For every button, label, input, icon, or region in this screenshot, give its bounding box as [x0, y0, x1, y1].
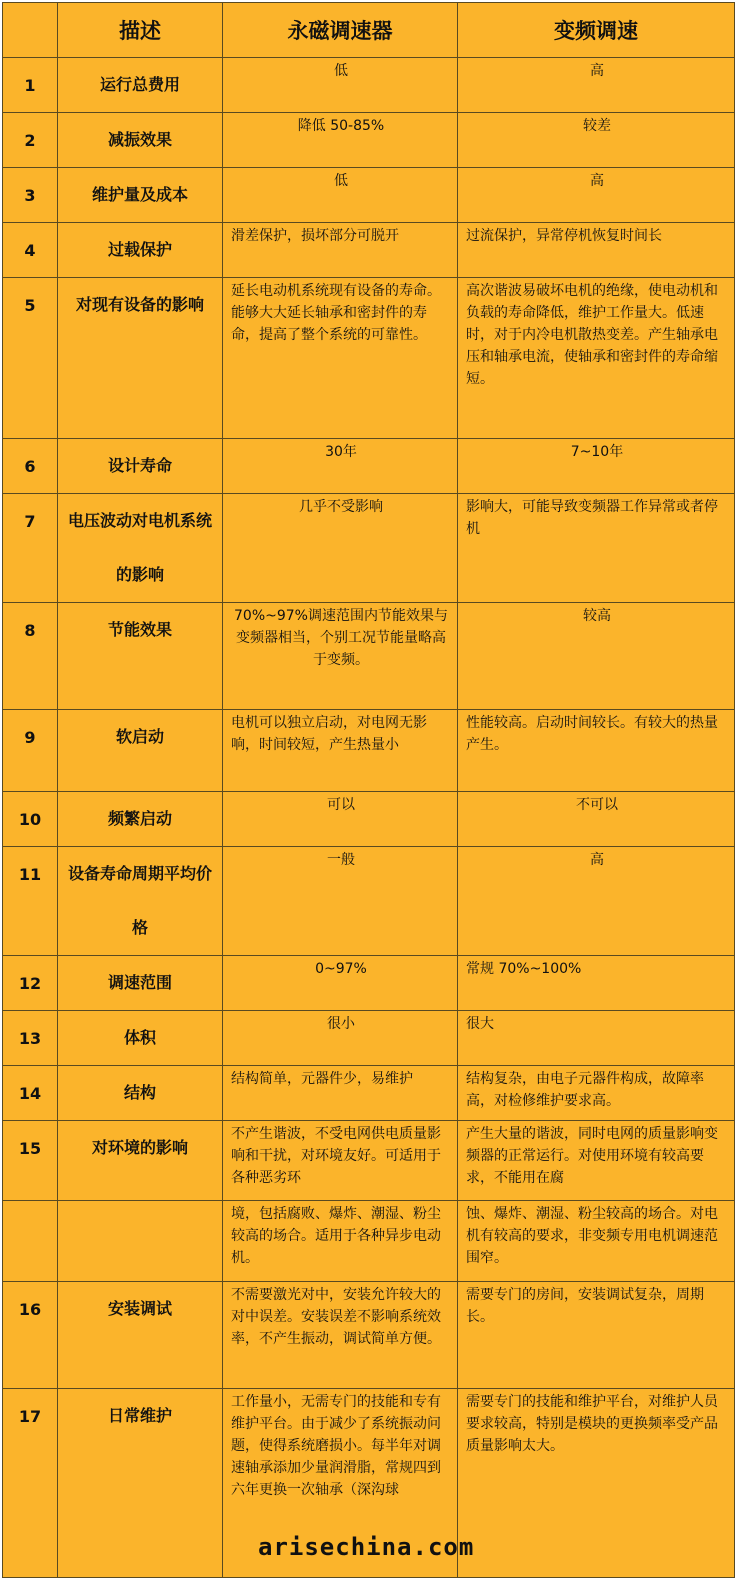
table-row	[3, 439, 735, 494]
table-row	[3, 494, 735, 603]
variable-frequency-cell: 常规 70%~100%	[458, 956, 735, 1011]
table-row	[3, 603, 735, 710]
permanent-magnet-cell: 0~97%	[223, 956, 458, 1011]
permanent-magnet-cell: 结构简单，元器件少，易维护	[223, 1066, 458, 1121]
variable-frequency-cell: 高	[458, 847, 735, 956]
permanent-magnet-cell: 工作量小，无需专门的技能和专有维护平台。由于减少了系统振动问题，使得系统磨损小。每半年对调速轴承添加少量润滑脂，常规四到六年更换一次轴承（深沟球	[223, 1389, 458, 1578]
table-row	[3, 1121, 735, 1201]
row-number: 16	[3, 1282, 58, 1389]
permanent-magnet-cell: 几乎不受影响	[223, 494, 458, 603]
row-description: 电压波动对电机系统的影响	[58, 494, 223, 603]
variable-frequency-cell: 7~10年	[458, 439, 735, 494]
table-row	[3, 1066, 735, 1121]
table-row	[3, 1011, 735, 1066]
variable-frequency-cell: 性能较高。启动时间较长。有较大的热量产生。	[458, 710, 735, 792]
header-row	[3, 3, 735, 58]
variable-frequency-cell: 高	[458, 168, 735, 223]
row-number: 9	[3, 710, 58, 792]
row-description: 安装调试	[58, 1282, 223, 1389]
row-number: 13	[3, 1011, 58, 1066]
permanent-magnet-cell: 可以	[223, 792, 458, 847]
row-description: 对环境的影响	[58, 1121, 223, 1201]
row-number: 2	[3, 113, 58, 168]
row-number: 11	[3, 847, 58, 956]
row-number: 6	[3, 439, 58, 494]
variable-frequency-cell: 较高	[458, 603, 735, 710]
row-description: 过载保护	[58, 223, 223, 278]
variable-frequency-cell: 影响大，可能导致变频器工作异常或者停机	[458, 494, 735, 603]
table-row	[3, 1282, 735, 1389]
table-row	[3, 278, 735, 439]
variable-frequency-cell: 产生大量的谐波，同时电网的质量影响变频器的正常运行。对使用环境有较高要求，不能用在腐	[458, 1121, 735, 1201]
row-number: 4	[3, 223, 58, 278]
row-number: 15	[3, 1121, 58, 1201]
variable-frequency-cell: 不可以	[458, 792, 735, 847]
header-index	[3, 3, 58, 58]
header-description: 描述	[58, 3, 223, 58]
row-number: 14	[3, 1066, 58, 1121]
table-row	[3, 956, 735, 1011]
row-description: 调速范围	[58, 956, 223, 1011]
row-number: 8	[3, 603, 58, 710]
variable-frequency-cell: 高次谐波易破坏电机的绝缘，使电动机和负载的寿命降低，维护工作量大。低速时，对于内冷电机散热变差。产生轴承电压和轴承电流，使轴承和密封件的寿命缩短。	[458, 278, 735, 439]
row-number: 12	[3, 956, 58, 1011]
permanent-magnet-cell: 不产生谐波，不受电网供电质量影响和干扰，对环境友好。可适用于各种恶劣环	[223, 1121, 458, 1201]
row-number: 17	[3, 1389, 58, 1578]
permanent-magnet-cell: 滑差保护，损坏部分可脱开	[223, 223, 458, 278]
row-description: 运行总费用	[58, 58, 223, 113]
row-description: 减振效果	[58, 113, 223, 168]
variable-frequency-cell: 结构复杂，由电子元器件构成，故障率高，对检修维护要求高。	[458, 1066, 735, 1121]
variable-frequency-cell: 需要专门的技能和维护平台，对维护人员要求较高，特别是模块的更换频率受产品质量影响太大。	[458, 1389, 735, 1578]
row-number: 5	[3, 278, 58, 439]
table-row	[3, 847, 735, 956]
variable-frequency-cell: 较差	[458, 113, 735, 168]
permanent-magnet-cell: 电机可以独立启动，对电网无影响，时间较短，产生热量小	[223, 710, 458, 792]
permanent-magnet-cell: 不需要激光对中，安装允许较大的对中误差。安装误差不影响系统效率，不产生振动，调试简单方便。	[223, 1282, 458, 1389]
header-variable-frequency: 变频调速	[458, 3, 735, 58]
table-row	[3, 792, 735, 847]
permanent-magnet-cell: 一般	[223, 847, 458, 956]
table-row	[3, 113, 735, 168]
permanent-magnet-cell: 延长电动机系统现有设备的寿命。能够大大延长轴承和密封件的寿命，提高了整个系统的可靠性。	[223, 278, 458, 439]
header-permanent-magnet: 永磁调速器	[223, 3, 458, 58]
permanent-magnet-cell: 70%~97%调速范围内节能效果与变频器相当，个别工况节能量略高于变频。	[223, 603, 458, 710]
row-description: 设计寿命	[58, 439, 223, 494]
row-number: 10	[3, 792, 58, 847]
variable-frequency-cell: 很大	[458, 1011, 735, 1066]
variable-frequency-cell: 蚀、爆炸、潮湿、粉尘较高的场合。对电机有较高的要求，非变频专用电机调速范围窄。	[458, 1201, 735, 1282]
variable-frequency-cell: 高	[458, 58, 735, 113]
permanent-magnet-cell: 低	[223, 168, 458, 223]
watermark: arisechina.com	[258, 1533, 475, 1561]
permanent-magnet-cell: 降低 50-85%	[223, 113, 458, 168]
table-row	[3, 1201, 735, 1282]
variable-frequency-cell: 需要专门的房间，安装调试复杂，周期长。	[458, 1282, 735, 1389]
row-description: 对现有设备的影响	[58, 278, 223, 439]
row-description: 维护量及成本	[58, 168, 223, 223]
table-row	[3, 710, 735, 792]
table-row	[3, 223, 735, 278]
row-description	[58, 1201, 223, 1282]
permanent-magnet-cell: 很小	[223, 1011, 458, 1066]
row-description: 设备寿命周期平均价格	[58, 847, 223, 956]
row-number	[3, 1201, 58, 1282]
permanent-magnet-cell: 低	[223, 58, 458, 113]
variable-frequency-cell: 过流保护，异常停机恢复时间长	[458, 223, 735, 278]
permanent-magnet-cell: 30年	[223, 439, 458, 494]
permanent-magnet-cell: 境，包括腐败、爆炸、潮湿、粉尘较高的场合。适用于各种异步电动机。	[223, 1201, 458, 1282]
row-description: 节能效果	[58, 603, 223, 710]
row-description: 体积	[58, 1011, 223, 1066]
row-number: 1	[3, 58, 58, 113]
row-description: 频繁启动	[58, 792, 223, 847]
row-description: 软启动	[58, 710, 223, 792]
row-description: 日常维护	[58, 1389, 223, 1578]
table-row	[3, 168, 735, 223]
table-row	[3, 58, 735, 113]
comparison-table	[2, 2, 735, 1578]
row-number: 3	[3, 168, 58, 223]
row-description: 结构	[58, 1066, 223, 1121]
row-number: 7	[3, 494, 58, 603]
